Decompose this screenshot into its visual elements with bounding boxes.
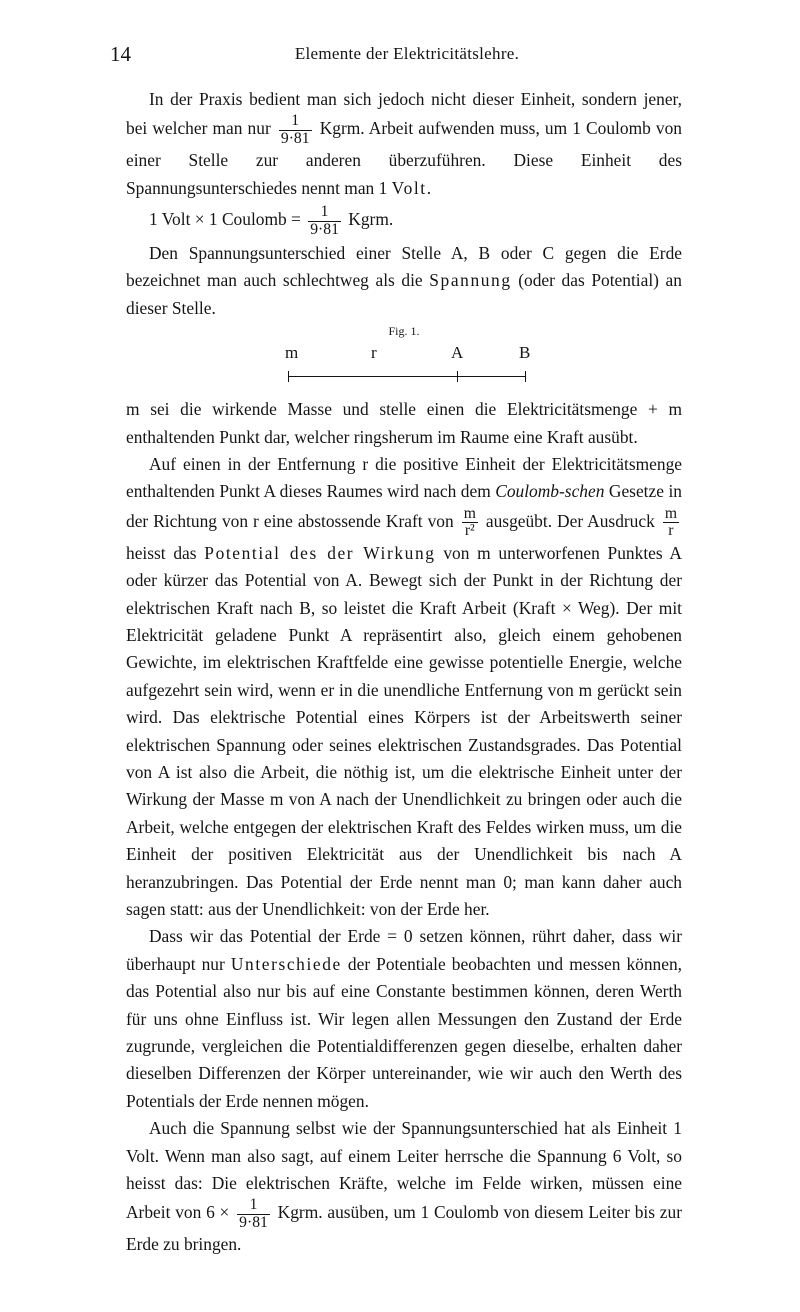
- text-span: .: [426, 177, 432, 198]
- figure-label-r: r: [371, 343, 377, 363]
- figure-tick-b: [525, 371, 526, 382]
- fraction-denominator: r: [663, 522, 679, 539]
- text-span: Auf einen in der Entfernung r die positive Einheit der Elektricitätsmenge enthaltenden Punkt A dieses Raumes wird nach dem: [126, 454, 682, 502]
- emphasis-coulomb-schen: Coulomb-schen: [495, 481, 605, 502]
- paragraph-earth-potential: [126, 923, 682, 1115]
- figure-label-b: B: [519, 343, 531, 363]
- fraction-denominator: r²: [462, 522, 478, 539]
- fraction-denominator: 9·81: [310, 220, 339, 238]
- text-span: Kgrm. Arbeit aufwenden muss, um 1 Coulomb von einer Stelle zur anderen überzuführen. Diese Einheit des Spannungsunterschiedes nennt man 1: [126, 118, 682, 198]
- figure-caption: Fig. 1.: [388, 324, 420, 339]
- equation-unit: Kgrm.: [348, 209, 394, 230]
- text-span: ausgeübt. Der Ausdruck: [485, 510, 655, 531]
- figure-tick-m: [288, 371, 289, 382]
- text-span: Den Spannungsunterschied einer Stelle A, B oder C gegen die Erde bezeichnet man auch schlechtweg als die: [126, 242, 682, 291]
- figure-1: [126, 324, 682, 392]
- paragraph-mass-m: [126, 396, 682, 451]
- text-span: Gesetze in der Richtung von r eine abstossende Kraft von: [126, 481, 682, 531]
- page-number: 14: [110, 42, 131, 66]
- text-span: Kgrm. ausüben, um 1 Coulomb von diesem Leiter bis zur Erde zu bringen.: [126, 1202, 682, 1255]
- paragraph-potential: [126, 451, 682, 923]
- page-header: [110, 42, 704, 68]
- emphasis-unterschiede: Unterschiede: [230, 953, 342, 974]
- paragraph-spannung-unit: [126, 1115, 682, 1259]
- fraction-m-over-r2: [462, 506, 478, 540]
- paragraph-spannung: [126, 240, 682, 322]
- equation-lhs: 1 Volt × 1 Coulomb =: [149, 209, 301, 230]
- fraction-1-over-9-81: [308, 204, 341, 238]
- text-span: heisst das: [126, 542, 197, 563]
- equation-volt-coulomb: [126, 204, 682, 238]
- fraction-numerator: 1: [249, 1196, 258, 1214]
- fraction-numerator: 1: [320, 203, 329, 221]
- paragraph-volt-definition: [126, 86, 682, 202]
- body-text: [126, 86, 682, 1259]
- fraction-1-over-9-81: [237, 1197, 270, 1231]
- fraction-numerator: m: [463, 504, 476, 522]
- fraction-denominator: 9·81: [280, 129, 310, 147]
- figure-axis-line: [288, 376, 526, 377]
- fraction-numerator: m: [664, 504, 677, 522]
- text-span: Dass wir das Potential der Erde = 0 setzen können, rührt daher, dass wir überhaupt nur: [126, 926, 682, 974]
- emphasis-volt: Volt: [391, 177, 427, 198]
- text-span: In der Praxis bedient man sich jedoch nicht dieser Einheit, sondern jener, bei welcher man nur: [126, 89, 682, 139]
- figure-label-a: A: [451, 343, 464, 363]
- running-title: Elemente der Elektricitätslehre.: [294, 44, 520, 63]
- fraction-numerator: 1: [291, 112, 300, 130]
- text-span: von m unterworfenen Punktes A oder kürzer das Potential von A. Bewegt sich der Punkt in der Richtung der elektrischen Kraft nach B, so leistet die Kraft Arbeit (Kraft × Weg). Der mit Elektricität geladene Punkt A repräsentirt also, gleich einem gehobenen Gewichte, im elektrischen Kraftfelde eine gewisse potentielle Energie, welche aufgezehrt sein wird, wenn er in die unendliche Entfernung von m gerückt sein wird. Das elektrische Potential eines Körpers ist der Arbeitswerth seiner elektrischen Spannung oder seines elektrischen Zustandsgrades. Das Potential von A ist also die Arbeit, die nöthig ist, um die elektrische Einheit unter der Wirkung der Masse m von A nach der Unendlichkeit zu bringen oder auch die Arbeit, welche entgegen der elektrischen Kraft des Feldes wirken muss, um die Einheit der positiven Elektricität aus der Unendlichkeit bis nach A heranzubringen. Das Potential der Erde nennt man 0; man kann daher auch sagen statt: aus der Unendlichkeit: von der Erde her.: [126, 542, 682, 919]
- figure-tick-a: [457, 371, 458, 382]
- fraction-denominator: 9·81: [239, 1213, 268, 1231]
- emphasis-potential: Potential des der Wirkung: [204, 542, 436, 563]
- text-span: Auch die Spannung selbst wie der Spannungsunterschied hat als Einheit 1 Volt. Wenn man also sagt, auf einem Leiter herrsche die Spannung 6 Volt, so heisst das: Die elektrischen Kräfte, welche im Felde wirken, müssen eine Arbeit von 6 ×: [126, 1118, 682, 1223]
- emphasis-spannung: Spannung: [429, 270, 512, 291]
- text-span: m sei die wirkende Masse und stelle einen die Elektricitätsmenge + m enthaltenden Punkt dar, welcher ringsherum im Raume eine Kraft ausübt.: [126, 399, 682, 447]
- text-span: (oder das Potential) an dieser Stelle.: [126, 270, 682, 318]
- text-span: der Potentiale beobachten und messen können, das Potential also nur bis auf eine Constante bestimmen können, deren Werth für uns ohne Einfluss ist. Wir legen allen Messungen den Zustand der Erde zugrunde, vergleichen die Potentialdifferenzen gegen dieselbe, erhalten daher dieselben Differenzen der Körper untereinander, wie wir auch den Werth des Potentials der Erde nennen mögen.: [126, 953, 682, 1111]
- fraction-1-over-9-81: [279, 113, 312, 147]
- fraction-m-over-r: [663, 506, 679, 540]
- figure-label-m: m: [285, 343, 299, 363]
